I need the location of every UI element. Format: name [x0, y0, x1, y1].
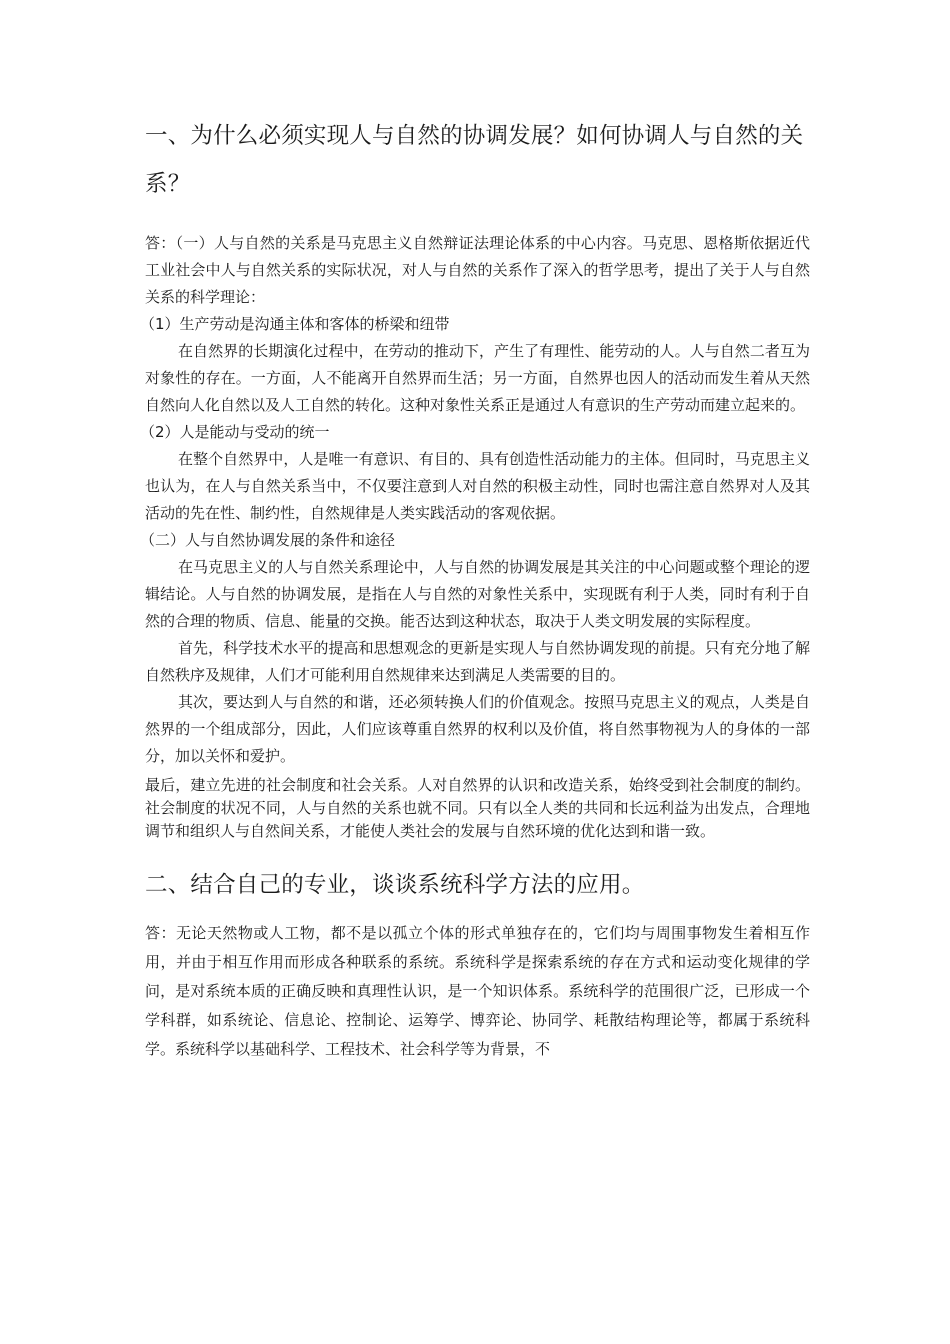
- document-page: [140, 112, 810, 1064]
- point-2-body: 在整个自然界中，人是唯一有意识、有目的、具有创造性活动能力的主体。但同时，马克思主义也认为，在人与自然关系当中，不仅要注意到人对自然的积极主动性，同时也需注意自然界对人及其活动的先在性、制约性，自然规律是人类实践活动的客观依据。: [145, 450, 810, 522]
- point-1-body: 在自然界的长期演化过程中，在劳动的推动下，产生了有理性、能劳动的人。人与自然二者互为对象性的存在。一方面，人不能离开自然界而生活；另一方面，自然界也因人的活动而发生着从天然自然向人化自然以及人工自然的转化。这种对象性关系正是通过人有意识的生产劳动而建立起来的。: [145, 342, 810, 414]
- question-1-title: 一、为什么必须实现人与自然的协调发展？如何协调人与自然的关系？: [145, 123, 804, 197]
- section-2-heading: （二）人与自然协调发展的条件和途径: [140, 531, 396, 549]
- paragraph-first: 首先，科学技术水平的提高和思想观念的更新是实现人与自然协调发现的前提。只有充分地了解自然秩序及规律，人们才可能利用自然规律来达到满足人类需要的目的。: [145, 639, 810, 684]
- paragraph-last: 最后，建立先进的社会制度和社会关系。人对自然界的认识和改造关系，始终受到社会制度的制约。社会制度的状况不同，人与自然的关系也就不同。只有以全人类的共同和长远利益为出发点，合理地调节和组织人与自然间关系，才能使人类社会的发展与自然环境的优化达到和谐一致。: [145, 776, 810, 840]
- paragraph-second: 其次，要达到人与自然的和谐，还必须转换人们的价值观念。按照马克思主义的观点，人类是自然界的一个组成部分，因此，人们应该尊重自然界的权利以及价值，将自然事物视为人的身体的一部分，加以关怀和爱护。: [145, 693, 810, 765]
- question-2-title: 二、结合自己的专业，谈谈系统科学方法的应用。: [145, 872, 645, 898]
- point-2-heading: （2）人是能动与受动的统一: [140, 423, 330, 441]
- point-1-heading: （1）生产劳动是沟通主体和客体的桥梁和纽带: [140, 315, 450, 333]
- section-2-body: 在马克思主义的人与自然关系理论中，人与自然的协调发展是其关注的中心问题或整个理论的逻辑结论。人与自然的协调发展，是指在人与自然的对象性关系中，实现既有利于人类，同时有利于自然的合理的物质、信息、能量的交换。能否达到这种状态，取决于人类文明发展的实际程度。: [145, 558, 810, 630]
- answer-2: 答：无论天然物或人工物，都不是以孤立个体的形式单独存在的，它们均与周围事物发生着相互作用，并由于相互作用而形成各种联系的系统。系统科学是探索系统的存在方式和运动变化规律的学问，是对系统本质的正确反映和真理性认识，是一个知识体系。系统科学的范围很广泛，已形成一个学科群，如系统论、信息论、控制论、运筹学、博弈论、协同学、耗散结构理论等，都属于系统科学。系统科学以基础科学、工程技术、社会科学等为背景，不: [145, 924, 810, 1058]
- answer-1-intro: 答：（一）人与自然的关系是马克思主义自然辩证法理论体系的中心内容。马克思、恩格斯依据近代工业社会中人与自然关系的实际状况，对人与自然的关系作了深入的哲学思考，提出了关于人与自然关系的科学理论：: [145, 234, 810, 306]
